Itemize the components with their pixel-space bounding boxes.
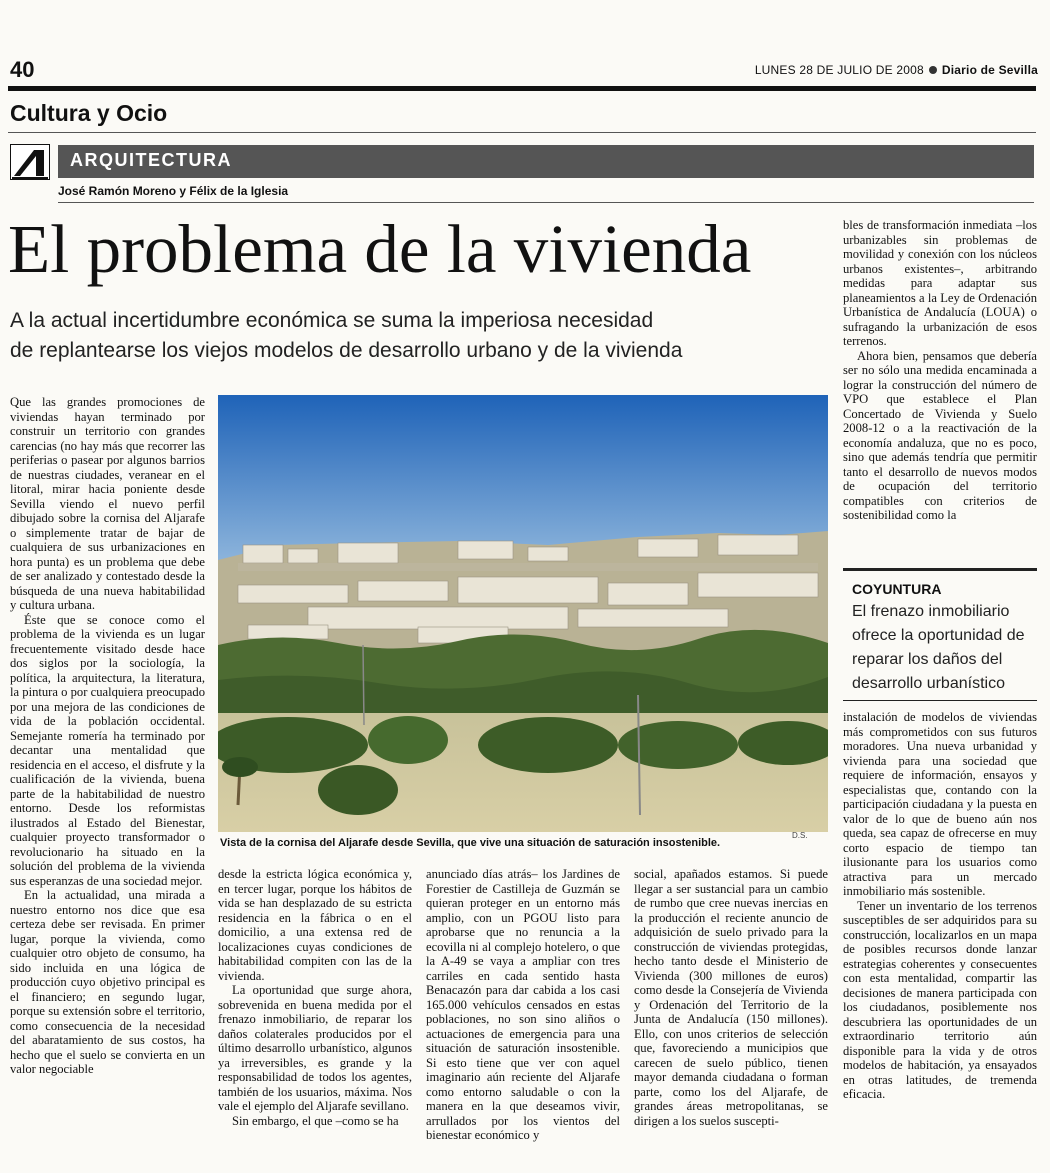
paragraph: bles de transformación inmediata –los urbanizables sin problemas de movilidad y conexión con los núcleos urbanos existentes–, arbitrando medidas para adaptar sus planeamientos a la Ley de Ordenación Urbanística de Andalucía (LOUA) o sufragando la urbanización de esos terrenos. [843, 218, 1037, 348]
article-column-3 [426, 867, 620, 1170]
paragraph: social, apañados estamos. Si puede llegar a ser sustancial para un cambio de rumbo que cree nuevas inercias en la producción el reciente anuncio de adquisición de suelo privado para la construcción de viviendas protegidas, hecho tanto desde el Ministerio de Vivienda (300 millones de euros) como desde la Consejería de Vivienda y Ordenación del Territorio de la Junta de Andalucía (150 millones). Ello, con unos criterios de selección que, favoreciendo a municipios que carecen de suelo público, tienen mayor demanda ciudadana o forman parte, como los del Aljarafe, de grandes áreas metropolitanas, se dirigen a los suelos suscepti- [634, 867, 828, 1128]
paragraph: instalación de modelos de viviendas más comprometidos con sus futuros moradores. Una nueva urbanidad y vivienda para una sociedad que requiere de información, ensayos y especialistas que, contando con la participación ciudadana y la puesta en valor de lo que de bueno aún nos queda, sea capaz de ofrecerse en muy corto espacio de tiempo tan ilusionante para los usuarios como atractiva para un mercado inmobiliario más sostenible. [843, 710, 1037, 898]
article-column-2 [218, 867, 412, 1170]
publication-date: LUNES 28 DE JULIO DE 2008 [754, 63, 924, 77]
byline-rule [58, 202, 1034, 203]
paragraph: Ahora bien, pensamos que debería ser no sólo una medida encaminada a lograr la construcción del número de VPO que establece el Plan Concertado de Vivienda y Suelo 2008-12 o a la reactivación de la economía andaluza, que no es poco, sino que además tendría que permitir tanto el desarrollo de nuevos modos de ocupación del territorio compatibles con criterios de sostenibilidad como la [843, 348, 1037, 522]
paragraph: Que las grandes promociones de viviendas hayan terminado por construir un territorio con grandes carencias (no hay más que recorrer las periferias o pasear por algunos barrios de nuestras ciudades, veranear en el litoral, mirar hacia poniente desde Sevilla viendo el nuevo perfil dibujado sobre la cornisa del Aljarafe o simplemente tratar de bajar de cualquiera de sus urbanizaciones en hora punta) es un problema que debe de ser analizado y contestado desde la búsqueda de una nueva habitabilidad y cultura urbana. [10, 395, 205, 612]
separator-dot [929, 66, 937, 74]
article-column-4 [634, 867, 828, 1170]
dateline [755, 63, 1038, 77]
section-rule [8, 132, 1036, 133]
newspaper-name: Diario de Sevilla [941, 63, 1038, 77]
byline: José Ramón Moreno y Félix de la Iglesia [58, 184, 289, 198]
photo-credit: D.S. [792, 831, 808, 840]
article-column-5-continued [843, 710, 1037, 1170]
paragraph: Sin embargo, el que –como se ha [232, 1113, 399, 1128]
top-rule [8, 86, 1036, 91]
sidebar-bottom-rule [843, 700, 1037, 701]
paragraph: Tener un inventario de los terrenos susceptibles de ser adquiridos para su construcción, localizarlos en un mapa de posibles recursos donde lanzar estrategias coherentes y consecuentes con esta mentalidad, compartir las decisiones de manera participada con los ciudadanos, posiblemente nos descubriera las oportunidades de un extraordinario territorio aún disponible para la vida y de otros modelos de habitación, ya ensayados en otras latitudes, de tremenda eficacia. [843, 898, 1037, 1101]
paragraph: La oportunidad que surge ahora, sobrevenida en buena medida por el frenazo inmobiliario, de reparar los daños colaterales producidos por el último desarrollo urbanístico, algunos ya irreversibles, es grande y la responsabilidad de todos los agentes, también de los usuarios, máxima. Nos vale el ejemplo del Aljarafe sevillano. [218, 983, 412, 1113]
paragraph: En la actualidad, una mirada a nuestro entorno nos dice que esa certeza debe ser revisada. En primer lugar, porque la vivienda, como cualquier otro objeto de consumo, ha sido incluida en una lógica de producción cuyo objetivo principal es el financiero; en segundo lugar, porque su extensión sobre el territorio, como consecuencia de la necesidad del abaratamiento de sus costos, ha hecho que el suelo se convierta en un valor negociable [10, 888, 205, 1076]
article-column-5 [843, 218, 1037, 550]
deck-line-2: de replantearse los viejos modelos de desarrollo urbano y de la vivienda [10, 339, 683, 362]
deck-line-1: A la actual incertidumbre económica se suma la imperiosa necesidad [10, 309, 654, 332]
sidebar-label: COYUNTURA [852, 581, 942, 597]
section-title: Cultura y Ocio [10, 100, 168, 126]
article-column-1 [10, 395, 205, 1170]
article-photo [218, 395, 828, 832]
photo-caption: Vista de la cornisa del Aljarafe desde Sevilla, que vive una situación de saturación insostenible. [220, 837, 721, 849]
sidebar-pullquote: El frenazo inmobiliario ofrece la oportunidad de reparar los daños del desarrollo urbanístico [852, 603, 1025, 692]
paragraph: desde la estricta lógica económica y, en tercer lugar, porque los hábitos de vida se han desplazado de su estricta residencia en la fábrica o en el domicilio, a una extensa red de localizaciones cuyas condiciones de habitabilidad compiten con las de la vivienda. [218, 867, 412, 983]
deck [10, 306, 820, 366]
headline: El problema de la vivienda [8, 211, 752, 287]
rubric-label: ARQUITECTURA [70, 150, 232, 170]
paragraph: Éste que se conoce como el problema de la vivienda es un lugar frecuentemente visitado desde hace dos siglos por la sociología, la política, la arquitectura, la literatura, la pintura o por cualquiera preocupado por una mejora de las condiciones de vida de la población occidental. Semejante romería ha terminado por decantar una mentalidad que residencia en el acceso, el disfrute y la cualificación de la vivienda, buena parte de la habitabilidad de nuestro entorno. Desde los reformistas ilustrados al Estado del Bienestar, cualquier proyecto transformador o revolucionario ha situado en la solución del problema de la vivienda sus esperanzas de una sociedad mejor. [10, 612, 205, 888]
paragraph: anunciado días atrás– los Jardines de Forestier de Castilleja de Guzmán se quieran proteger en un entorno más amplio, con un PGOU listo para aprobarse que no renuncia a la ecovilla ni al complejo hotelero, o que la A-49 se vaya a ampliar con tres carriles en cada sentido hasta Benacazón para dar cabida a los casi 165.000 vehículos censados en estas poblaciones, no son sino aliños o actuaciones de emergencia para una situación de saturación insostenible. Si esto tiene que ver con aquel imaginario aún reciente del Aljarafe como entorno saludable o con la manera en la que deseamos vivir, arrullados por los vientos del bienestar económico y [426, 867, 620, 1142]
sidebar-top-rule [843, 568, 1037, 571]
page-number: 40 [10, 57, 35, 82]
architecture-logo-icon [10, 144, 50, 180]
